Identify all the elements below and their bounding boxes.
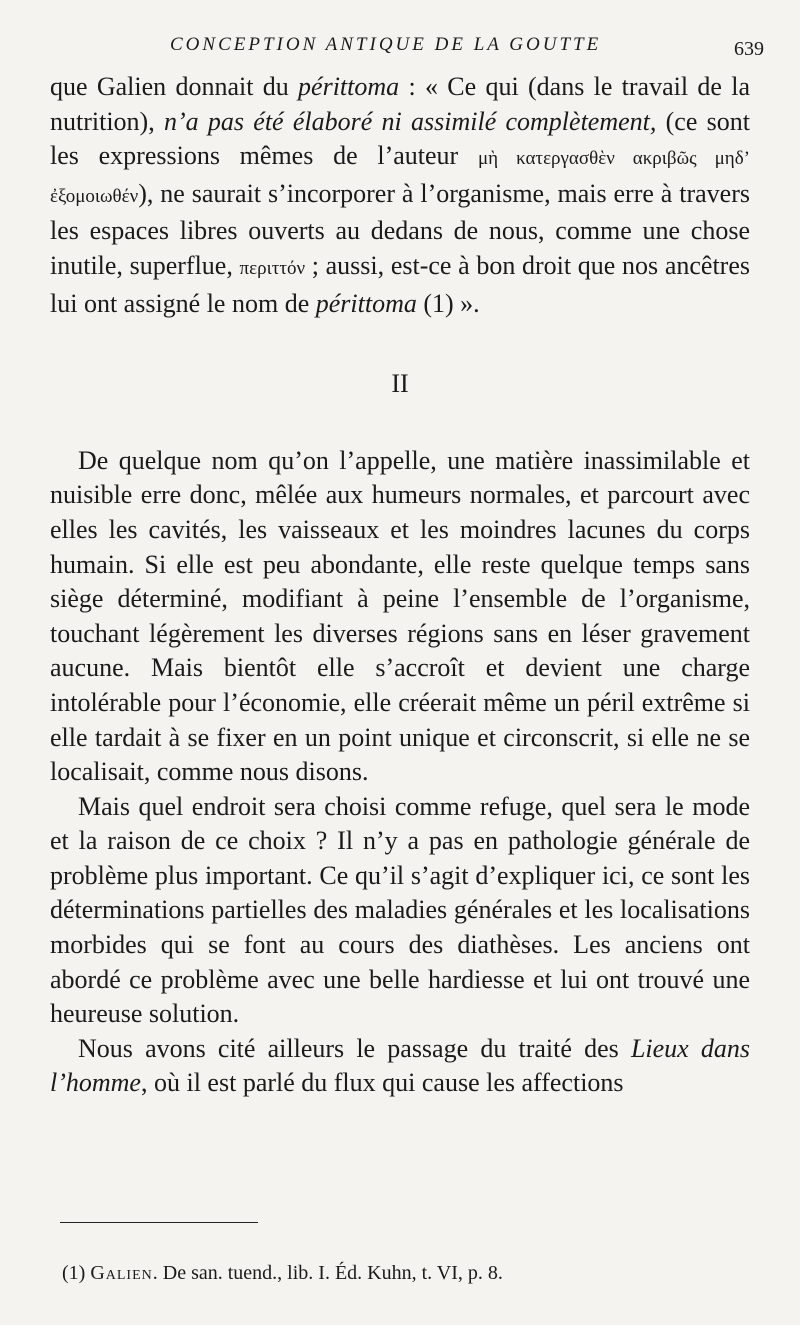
running-title: CONCEPTION ANTIQUE DE LA GOUTTE <box>170 34 602 55</box>
text-run: ; aussi, est-ce à bon droit que nos ancêtres lui ont assigné le nom de <box>50 250 750 318</box>
page-number: 639 <box>734 38 764 60</box>
text-run: que Galien donnait du <box>50 72 299 101</box>
emphasized-quote: n’a pas été élaboré ni assimilé complètement, <box>163 106 657 136</box>
footnote-author: Galien <box>90 1262 153 1284</box>
section-heading: II <box>391 369 409 399</box>
text-run: , où il est parlé du flux qui cause les affections <box>140 1068 624 1098</box>
text-run: : « Ce qui (dans le travail de la nutrition), <box>50 72 750 136</box>
paragraph <box>50 1032 750 1101</box>
text-run: (ce sont les expressions mêmes de l’auteur <box>50 106 750 171</box>
text-run: (1) ». <box>416 288 480 318</box>
greek-word: περιττόν <box>239 257 306 279</box>
term-perittoma: périttoma <box>315 288 417 318</box>
paragraph: De quelque nom qu’on l’appelle, une matière inassimilable et nuisible erre donc, mêlée aux humeurs normales, et parcourt avec elles les cavités, les vaisseaux et les moindres lacunes du corps humain. Si elle est peu abondante, elle reste quelque temps sans siège déterminé, modifiant à peine l’ensemble de l’organisme, touchant légèrement les diverses régions sans en léser gravement aucune. Mais bientôt elle s’accroît et devient une charge intolérable pour l’économie, elle créerait même un péril extrême si elle tardait à se fixer en un point unique et circonscrit, si elle ne se localisait, comme nous disons. <box>50 445 750 787</box>
term-perittoma: périttoma <box>298 72 400 101</box>
footnote <box>62 1262 752 1285</box>
footnote-marker: (1) <box>62 1262 91 1284</box>
body-text <box>50 70 750 1101</box>
footnote-citation: . De san. tuend., lib. I. Éd. Kuhn, t. VI, p. 8. <box>152 1262 503 1284</box>
continued-paragraph <box>50 70 750 321</box>
greek-quotation: μὴ κατεργασθὲν ακριβῶς μηδ’ ἐξομοιωθέν <box>50 148 750 207</box>
treatise-title: Lieux dans l’homme <box>50 1033 751 1098</box>
text-run: Nous avons cité ailleurs le passage du traité des <box>78 1033 631 1063</box>
page-header <box>50 34 770 64</box>
text-run: ), ne saurait s’incorporer à l’organisme, mais erre à travers les espaces libres ouverts au dedans de nous, comme une chose inutile, superflue, <box>50 178 750 280</box>
footnote-divider <box>60 1222 258 1223</box>
paragraph: Mais quel endroit sera choisi comme refuge, quel sera le mode et la raison de ce choix ? Il n’y a pas en pathologie générale de problème plus important. Ce qu’il s’agit d’expliquer ici, ce sont les déterminations partielles des maladies générales et les localisations morbides qui se font au cours des diathèses. Les anciens ont abordé ce problème avec une belle hardiesse et lui ont trouvé une heureuse solution. <box>50 791 750 1029</box>
